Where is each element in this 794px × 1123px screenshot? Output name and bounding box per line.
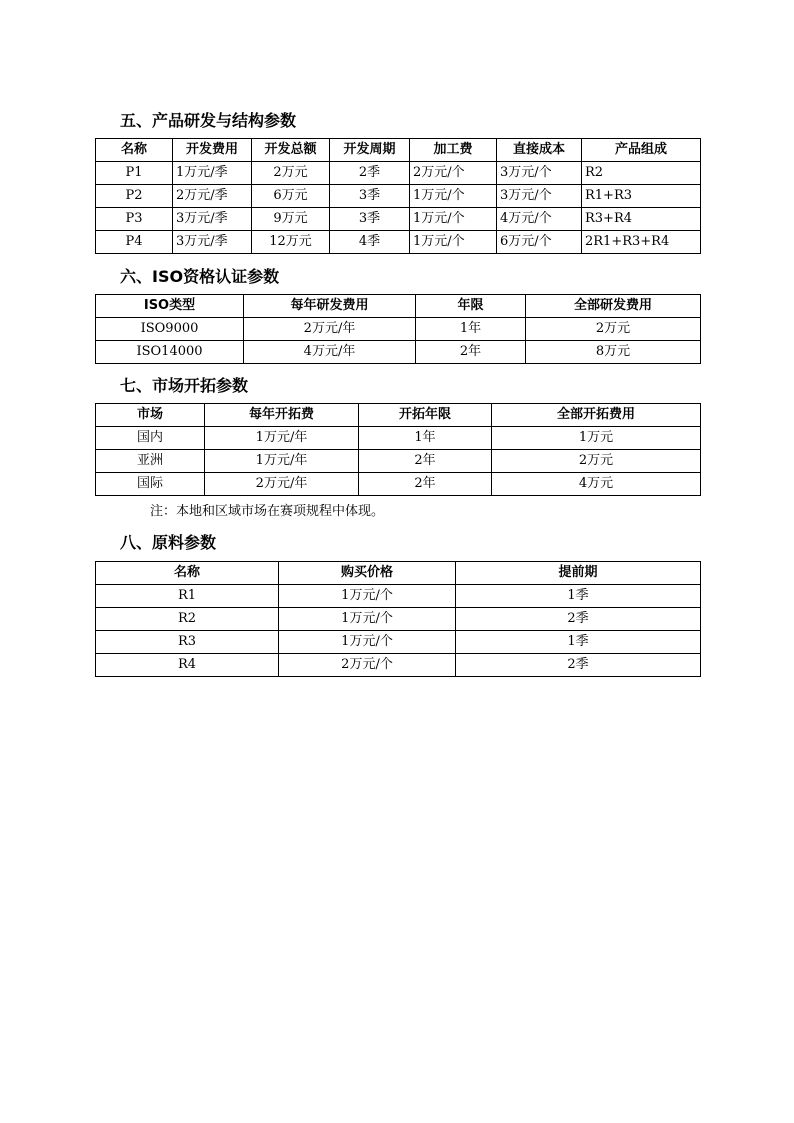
table-cell: 1万元/年	[205, 450, 359, 473]
table-cell: 3季	[330, 185, 410, 208]
table-row	[96, 608, 701, 631]
table-cell: 1季	[456, 585, 701, 608]
col-header-direct-cost: 直接成本	[497, 139, 582, 162]
col-header-dev-total: 开发总额	[252, 139, 330, 162]
col-header-market: 市场	[96, 404, 205, 427]
table-cell: R2	[96, 608, 279, 631]
col-header-dev-fee: 开发费用	[173, 139, 252, 162]
table-cell: R3	[96, 631, 279, 654]
table-row	[96, 185, 701, 208]
table-cell: R3+R4	[582, 208, 701, 231]
table-cell: 1年	[416, 318, 526, 341]
table-cell: 3万元/季	[173, 231, 252, 254]
table-cell: 国际	[96, 473, 205, 496]
table-cell: 2年	[416, 341, 526, 364]
table-cell: 4万元	[492, 473, 701, 496]
col-header-total-dev-fee: 全部开拓费用	[492, 404, 701, 427]
table-cell: 2万元/季	[173, 185, 252, 208]
table-cell: 1万元/个	[410, 231, 497, 254]
col-header-name: 名称	[96, 139, 173, 162]
table-cell: 8万元	[526, 341, 701, 364]
section-title-market: 七、市场开拓参数	[120, 376, 249, 395]
table-cell: R2	[582, 162, 701, 185]
table-row	[96, 585, 701, 608]
table-cell: 国内	[96, 427, 205, 450]
table-cell: ISO14000	[96, 341, 244, 364]
table-row	[96, 427, 701, 450]
table-cell: 2万元	[492, 450, 701, 473]
table-cell: 6万元	[252, 185, 330, 208]
table-cell: 1万元/个	[410, 185, 497, 208]
table-header-row	[96, 139, 701, 162]
market-note: 注：本地和区域市场在赛项规程中体现。	[150, 504, 385, 519]
iso-table	[95, 294, 701, 364]
table-cell: 1万元/年	[205, 427, 359, 450]
section-title-materials: 八、原料参数	[120, 533, 217, 552]
table-cell: P4	[96, 231, 173, 254]
col-header-annual-dev-fee: 每年开拓费	[205, 404, 359, 427]
table-cell: R4	[96, 654, 279, 677]
table-row	[96, 231, 701, 254]
table-cell: 2万元/个	[410, 162, 497, 185]
table-header-row	[96, 404, 701, 427]
table-cell: 4季	[330, 231, 410, 254]
table-cell: 2万元/个	[279, 654, 456, 677]
table-cell: 9万元	[252, 208, 330, 231]
table-cell: 2年	[359, 450, 492, 473]
col-header-years: 年限	[416, 295, 526, 318]
table-cell: 2季	[330, 162, 410, 185]
table-cell: 2万元/年	[244, 318, 416, 341]
table-cell: 6万元/个	[497, 231, 582, 254]
table-cell: 3万元/季	[173, 208, 252, 231]
table-cell: 1季	[456, 631, 701, 654]
col-header-dev-cycle: 开发周期	[330, 139, 410, 162]
table-cell: 2季	[456, 654, 701, 677]
table-cell: R1	[96, 585, 279, 608]
table-cell: 12万元	[252, 231, 330, 254]
table-cell: 2年	[359, 473, 492, 496]
table-cell: P2	[96, 185, 173, 208]
table-cell: 2R1+R3+R4	[582, 231, 701, 254]
col-header-material-name: 名称	[96, 562, 279, 585]
table-row	[96, 450, 701, 473]
table-cell: 3万元/个	[497, 185, 582, 208]
table-cell: 1万元/个	[279, 585, 456, 608]
materials-table	[95, 561, 701, 677]
table-cell: 1万元/季	[173, 162, 252, 185]
section-title-iso: 六、ISO资格认证参数	[120, 267, 280, 286]
col-header-lead-time: 提前期	[456, 562, 701, 585]
table-cell: 2季	[456, 608, 701, 631]
product-rd-table	[95, 138, 701, 254]
table-row	[96, 162, 701, 185]
table-cell: 2万元	[252, 162, 330, 185]
table-cell: 1万元/个	[410, 208, 497, 231]
col-header-purchase-price: 购买价格	[279, 562, 456, 585]
table-cell: 4万元/个	[497, 208, 582, 231]
table-cell: ISO9000	[96, 318, 244, 341]
table-cell: 3季	[330, 208, 410, 231]
table-cell: P1	[96, 162, 173, 185]
table-cell: 1万元/个	[279, 631, 456, 654]
table-cell: 亚洲	[96, 450, 205, 473]
table-row	[96, 208, 701, 231]
table-cell: P3	[96, 208, 173, 231]
table-row	[96, 473, 701, 496]
table-header-row	[96, 295, 701, 318]
col-header-iso-type: ISO类型	[96, 295, 244, 318]
col-header-processing-fee: 加工费	[410, 139, 497, 162]
table-row	[96, 318, 701, 341]
market-table	[95, 403, 701, 496]
table-cell: 1年	[359, 427, 492, 450]
table-cell: 2万元/年	[205, 473, 359, 496]
table-header-row	[96, 562, 701, 585]
table-row	[96, 631, 701, 654]
col-header-composition: 产品组成	[582, 139, 701, 162]
col-header-total-fee: 全部研发费用	[526, 295, 701, 318]
section-title-product-rd: 五、产品研发与结构参数	[120, 111, 297, 130]
table-cell: 2万元	[526, 318, 701, 341]
table-cell: 3万元/个	[497, 162, 582, 185]
table-cell: R1+R3	[582, 185, 701, 208]
table-cell: 4万元/年	[244, 341, 416, 364]
table-cell: 1万元	[492, 427, 701, 450]
table-row	[96, 654, 701, 677]
table-row	[96, 341, 701, 364]
table-cell: 1万元/个	[279, 608, 456, 631]
col-header-dev-years: 开拓年限	[359, 404, 492, 427]
col-header-annual-fee: 每年研发费用	[244, 295, 416, 318]
